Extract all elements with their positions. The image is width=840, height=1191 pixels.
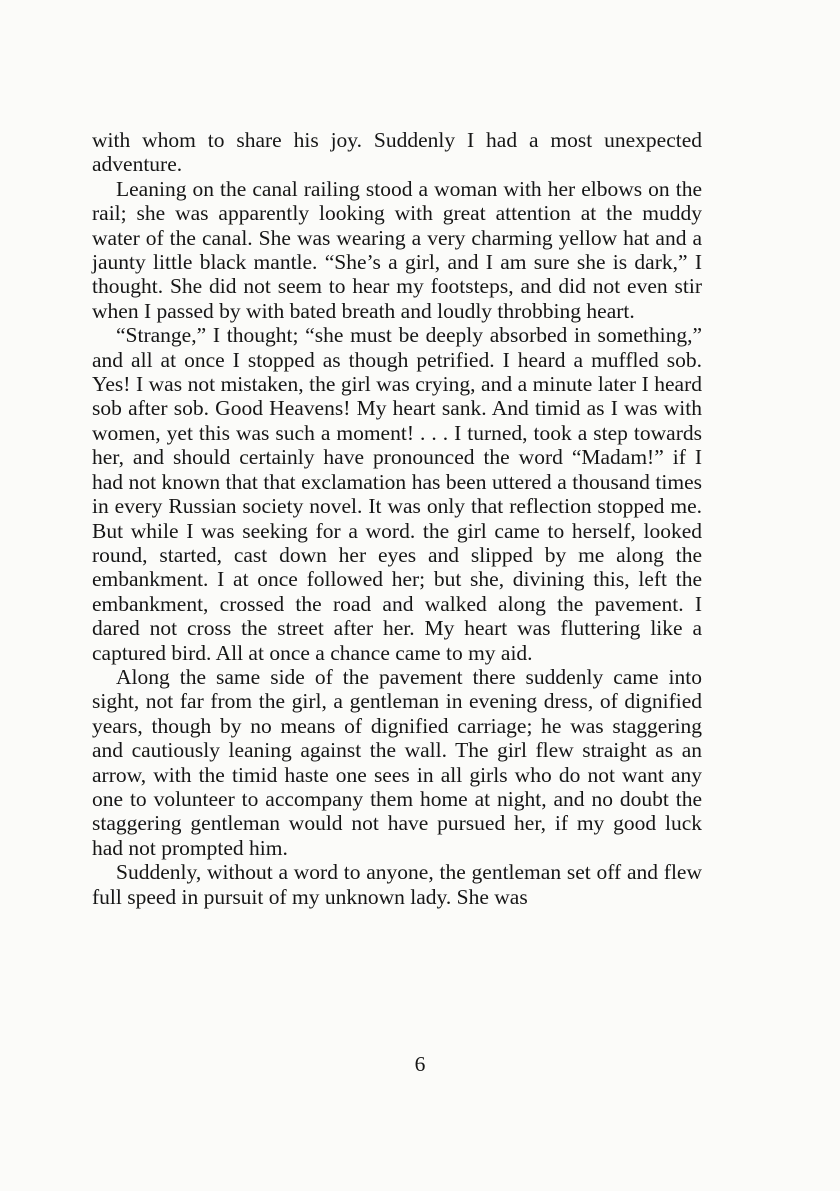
- paragraph-2: Leaning on the canal railing stood a woman with her elbows on the rail; she was apparently looking with great attention at the muddy water of the canal. She was wearing a very charming yellow hat and a jaunty little black mantle. “She’s a girl, and I am sure she is dark,” I thought. She did not seem to hear my footsteps, and did not even stir when I passed by with bated breath and loudly throbbing heart.: [92, 176, 702, 323]
- body-text: [92, 128, 702, 909]
- paragraph-3: “Strange,” I thought; “she must be deeply absorbed in something,” and all at once I stopped as though petrified. I heard a muffled sob. Yes! I was not mistaken, the girl was crying, and a minute later I heard sob after sob. Good Heavens! My heart sank. And timid as I was with women, yet this was such a moment! . . . I turned, took a step towards her, and should certainly have pronounced the word “Madam!” if I had not known that that exclamation has been uttered a thousand times in every Russian society novel. It was only that reflection stopped me. But while I was seeking for a word. the girl came to herself, looked round, started, cast down her eyes and slipped by me along the embankment. I at once followed her; but she, divining this, left the embankment, crossed the road and walked along the pavement. I dared not cross the street after her. My heart was fluttering like a captured bird. All at once a chance came to my aid.: [92, 323, 702, 665]
- paragraph-1: with whom to share his joy. Suddenly I had a most unexpected adventure.: [92, 128, 702, 177]
- paragraph-4: Along the same side of the pavement there suddenly came into sight, not far from the girl, a gentleman in evening dress, of dignified years, though by no means of dignified carriage; he was staggering and cautiously leaning against the wall. The girl flew straight as an arrow, with the timid haste one sees in all girls who do not want any one to volunteer to accompany them home at night, and no doubt the staggering gentleman would not have pursued her, if my good luck had not prompted him.: [92, 664, 702, 860]
- paragraph-5: Suddenly, without a word to anyone, the gentleman set off and flew full speed in pursuit of my unknown lady. She was: [92, 860, 702, 909]
- page-number: 6: [414, 1052, 426, 1076]
